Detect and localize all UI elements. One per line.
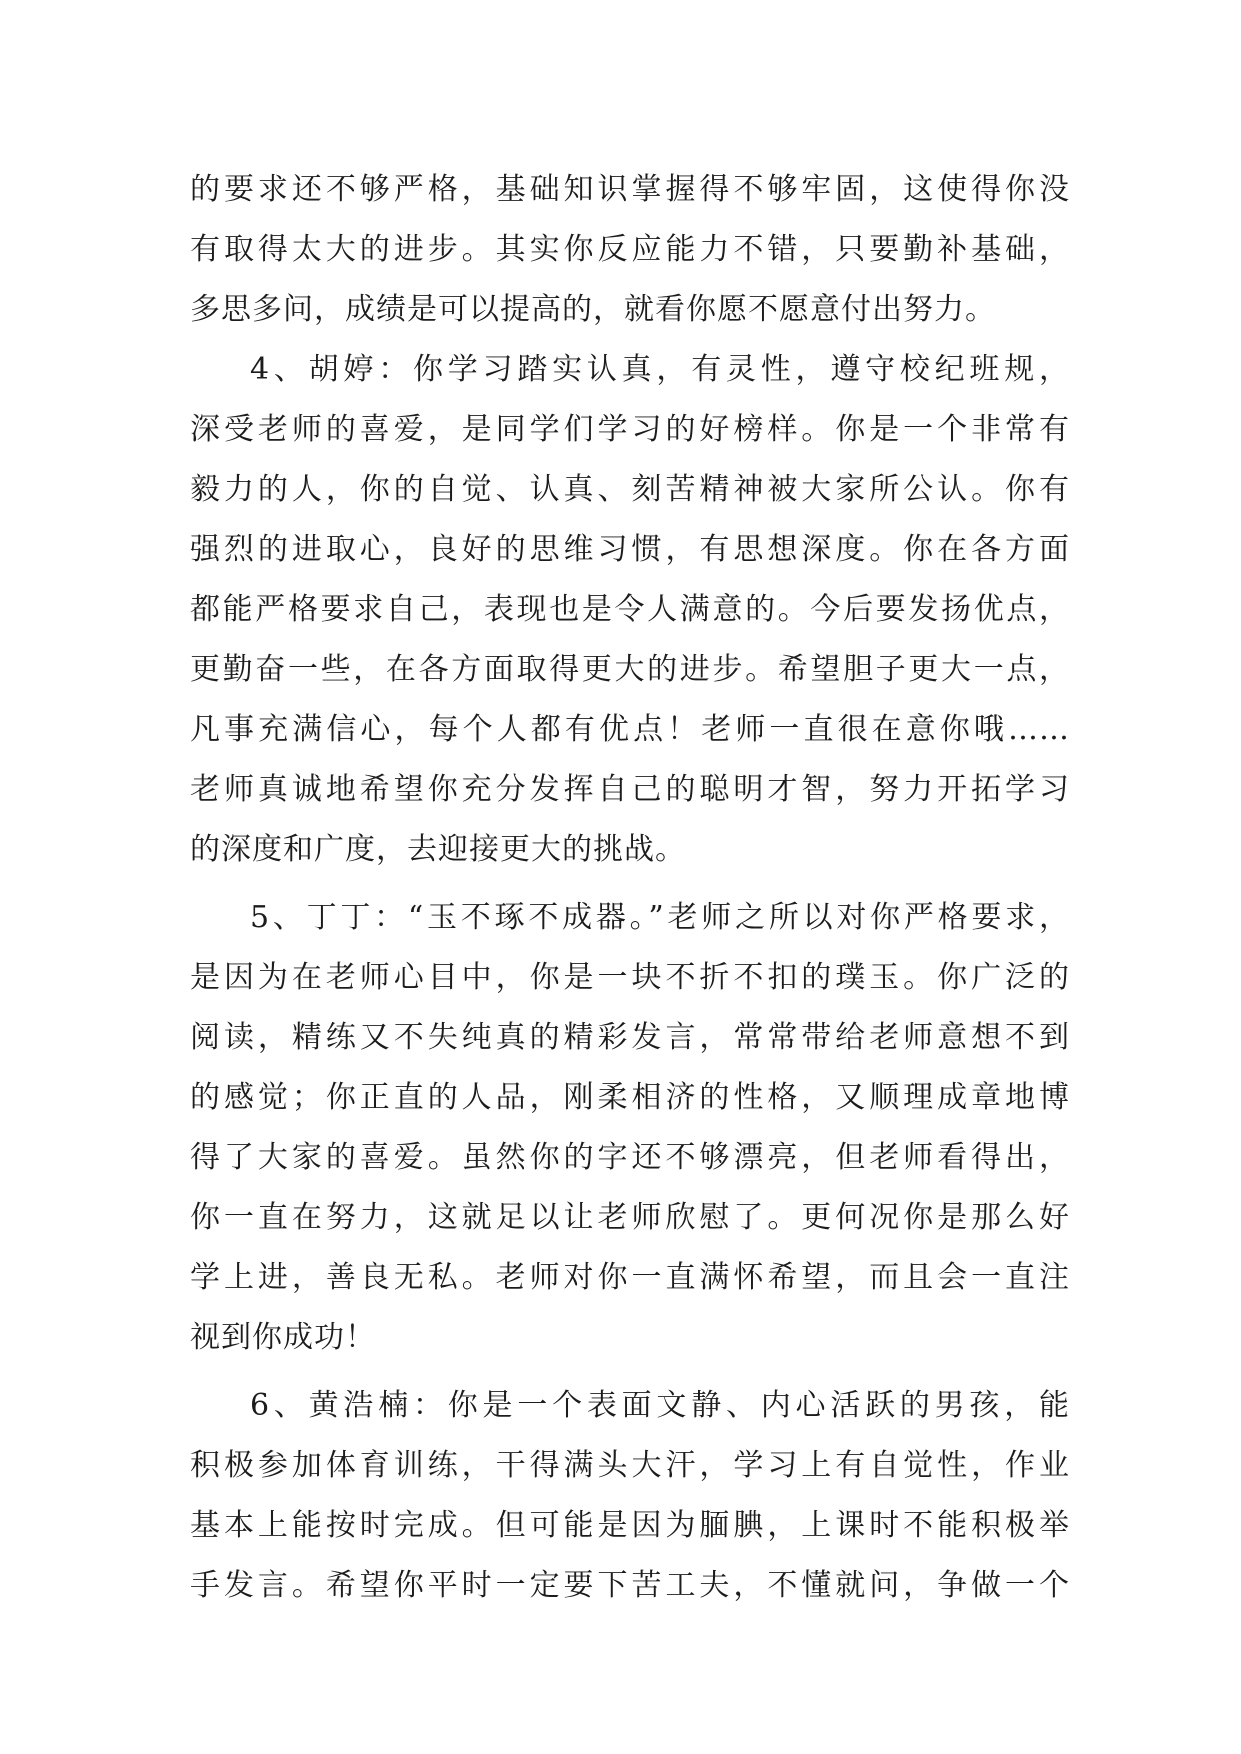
text-line: 老师真诚地希望你充分发挥自己的聪明才智，努力开拓学习 (190, 772, 1070, 807)
paragraph-6-start: 6、黄浩楠：你是一个表面文静、内心活跃的男孩，能 (250, 1388, 1070, 1423)
text-line: 得了大家的喜爱。虽然你的字还不够漂亮，但老师看得出， (190, 1140, 1070, 1175)
text-line: 凡事充满信心，每个人都有优点！老师一直很在意你哦…… (190, 712, 1070, 747)
text-line: 深受老师的喜爱，是同学们学习的好榜样。你是一个非常有 (190, 412, 1070, 447)
text-line: 你一直在努力，这就足以让老师欣慰了。更何况你是那么好 (190, 1200, 1070, 1235)
text-line: 手发言。希望你平时一定要下苦工夫，不懂就问，争做一个 (190, 1568, 1070, 1603)
text-line: 强烈的进取心，良好的思维习惯，有思想深度。你在各方面 (190, 532, 1070, 567)
text-line: 视到你成功！ (190, 1320, 376, 1355)
text-line: 是因为在老师心目中，你是一块不折不扣的璞玉。你广泛的 (190, 960, 1070, 995)
text-line: 有取得太大的进步。其实你反应能力不错，只要勤补基础， (190, 232, 1070, 267)
paragraph-4-start: 4、胡婷：你学习踏实认真，有灵性，遵守校纪班规， (250, 352, 1070, 387)
text-line: 的要求还不够严格，基础知识掌握得不够牢固，这使得你没 (190, 172, 1070, 207)
text-line: 阅读，精练又不失纯真的精彩发言，常常带给老师意想不到 (190, 1020, 1070, 1055)
text-line: 毅力的人，你的自觉、认真、刻苦精神被大家所公认。你有 (190, 472, 1070, 507)
text-line: 基本上能按时完成。但可能是因为腼腆，上课时不能积极举 (190, 1508, 1070, 1543)
text-line: 都能严格要求自己，表现也是令人满意的。今后要发扬优点， (190, 592, 1070, 627)
text-line: 更勤奋一些，在各方面取得更大的进步。希望胆子更大一点， (190, 652, 1070, 687)
text-line: 的感觉；你正直的人品，刚柔相济的性格，又顺理成章地博 (190, 1080, 1070, 1115)
text-line: 的深度和广度，去迎接更大的挑战。 (190, 832, 686, 867)
text-line: 积极参加体育训练，干得满头大汗，学习上有自觉性，作业 (190, 1448, 1070, 1483)
paragraph-5-start: 5、丁丁：“玉不琢不成器。”老师之所以对你严格要求， (250, 900, 1070, 935)
text-line: 学上进，善良无私。老师对你一直满怀希望，而且会一直注 (190, 1260, 1070, 1295)
document-body (190, 160, 1070, 1616)
text-line: 多思多问，成绩是可以提高的，就看你愿不愿意付出努力。 (190, 292, 996, 327)
